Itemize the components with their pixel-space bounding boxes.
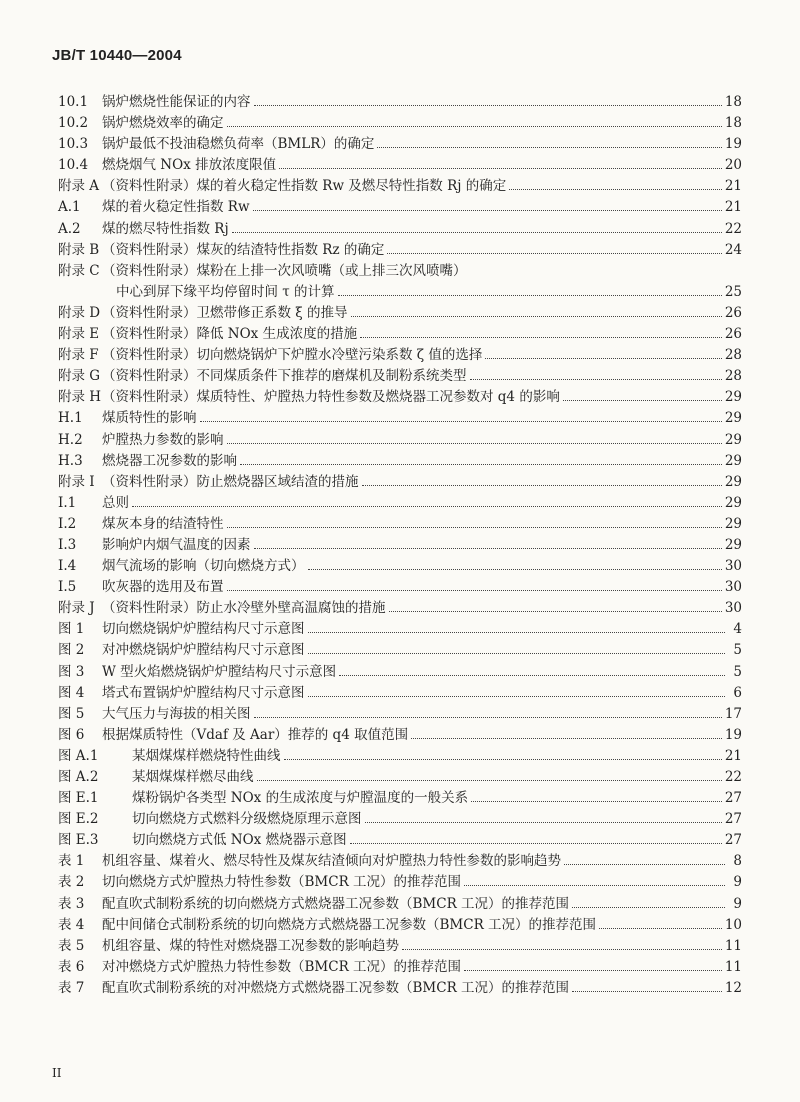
toc-entry-page: 29: [724, 431, 742, 448]
toc-entry-number: 表 7: [58, 979, 85, 996]
toc-entry[interactable]: [58, 746, 742, 767]
toc-entry-title: （资料性附录）防止水冷壁外壁高温腐蚀的措施: [102, 600, 386, 617]
toc-entry-page: 29: [724, 473, 742, 490]
toc-entry[interactable]: [58, 640, 742, 661]
toc-entry[interactable]: [58, 219, 742, 240]
toc-entry-number: 10.3: [58, 136, 89, 153]
toc-leader-dots: [365, 810, 722, 823]
toc-entry-page: 29: [724, 515, 742, 532]
toc-entry-title: 燃烧器工况参数的影响: [102, 452, 237, 469]
toc-entry-title: 锅炉燃烧效率的确定: [102, 115, 224, 132]
toc-entry-page: 30: [724, 558, 742, 575]
toc-entry[interactable]: [58, 176, 742, 197]
toc-entry-page: 18: [724, 94, 742, 110]
toc-entry-page: 30: [724, 579, 742, 596]
toc-entry-title: 对冲燃烧锅炉炉膛结构尺寸示意图: [102, 642, 305, 659]
toc-entry[interactable]: [58, 282, 742, 303]
toc-entry-page: 22: [724, 769, 742, 785]
toc-leader-dots: [411, 726, 722, 739]
toc-leader-dots: [257, 768, 722, 781]
toc-entry[interactable]: [58, 366, 742, 387]
toc-entry-title: （资料性附录）煤质特性、炉膛热力特性参数及燃烧器工况参数对 q4 的影响: [102, 389, 560, 406]
toc-leader-dots: [563, 388, 722, 401]
toc-leader-dots: [240, 451, 722, 464]
toc-entry-title: 烟气流场的影响（切向燃烧方式）: [102, 558, 305, 575]
toc-leader-dots: [308, 620, 726, 633]
toc-leader-dots: [254, 93, 722, 106]
toc-entry[interactable]: [58, 725, 742, 746]
toc-entry-page: 4: [733, 621, 742, 638]
toc-leader-dots: [308, 641, 726, 654]
toc-entry-number: 附录 E: [58, 326, 100, 343]
toc-entry-title: 切向燃烧锅炉炉膛结构尺寸示意图: [102, 621, 305, 638]
toc-leader-dots: [387, 241, 721, 254]
toc-entry-title: 根据煤质特性（Vdaf 及 Aar）推荐的 q4 取值范围: [102, 726, 409, 743]
toc-entry-title: 吹灰器的选用及布置: [102, 579, 224, 596]
toc-entry-number: 表 1: [58, 853, 85, 870]
toc-entry-title: 对冲燃烧方式炉膛热力特性参数（BMCR 工况）的推荐范围: [102, 958, 462, 975]
toc-entry-number: I.3: [58, 536, 77, 553]
toc-entry[interactable]: [58, 261, 742, 282]
toc-entry-number: 10.4: [58, 157, 89, 174]
toc-entry-number: 附录 F: [58, 347, 99, 364]
toc-entry[interactable]: [58, 451, 742, 472]
toc-leader-dots: [254, 536, 722, 549]
toc-entry[interactable]: [58, 894, 742, 915]
toc-entry[interactable]: [58, 809, 742, 830]
toc-entry-page: 29: [724, 389, 742, 406]
toc-entry[interactable]: [58, 430, 742, 451]
toc-entry-title: 切向燃烧方式燃料分级燃烧原理示意图: [132, 811, 362, 828]
toc-entry[interactable]: [58, 493, 742, 514]
table-of-contents: [58, 92, 742, 999]
toc-entry-title: （资料性附录）降低 NOx 生成浓度的措施: [102, 326, 358, 343]
toc-entry[interactable]: [58, 788, 742, 809]
toc-entry-page: 27: [724, 832, 742, 849]
toc-entry-page: 26: [724, 326, 742, 343]
toc-entry[interactable]: [58, 598, 742, 619]
toc-entry-page: 17: [724, 705, 742, 722]
toc-entry[interactable]: [58, 113, 742, 134]
toc-entry-title: （资料性附录）防止燃烧器区域结渣的措施: [102, 473, 359, 490]
toc-entry-page: 21: [724, 178, 742, 195]
toc-entry[interactable]: [58, 92, 742, 113]
toc-entry[interactable]: [58, 240, 742, 261]
toc-entry-number: 图 2: [58, 642, 85, 659]
toc-entry-number: 表 6: [58, 958, 85, 975]
toc-entry-number: H.1: [58, 410, 83, 427]
toc-entry-number: H.3: [58, 452, 83, 469]
toc-entry-page: 21: [724, 747, 742, 764]
toc-leader-dots: [572, 894, 725, 907]
toc-entry-title: 炉膛热力参数的影响: [102, 431, 224, 448]
toc-leader-dots: [253, 198, 722, 211]
toc-entry-page: 29: [724, 536, 742, 553]
toc-entry-number: 图 A.1: [58, 747, 99, 764]
toc-entry-page: 28: [724, 368, 742, 385]
toc-entry-page: 11: [724, 958, 742, 975]
toc-leader-dots: [338, 283, 722, 296]
toc-entry-title: （资料性附录）煤粉在上排一次风喷嘴（或上排三次风喷嘴）: [102, 262, 467, 279]
toc-entry-page: 21: [724, 199, 742, 216]
toc-entry[interactable]: [58, 936, 742, 957]
toc-entry-number: I.1: [58, 494, 77, 511]
toc-entry-title: （资料性附录）煤灰的结渣特性指数 Rz 的确定: [102, 241, 385, 258]
toc-entry[interactable]: [58, 851, 742, 872]
toc-entry-title: （资料性附录）不同煤质条件下推荐的磨煤机及制粉系统类型: [102, 368, 467, 385]
toc-entry-title: 机组容量、煤着火、燃尽特性及煤灰结渣倾向对炉膛热力特性参数的影响趋势: [102, 853, 561, 870]
toc-entry-number: A.1: [58, 199, 81, 216]
toc-leader-dots: [308, 557, 722, 570]
toc-entry-page: 28: [724, 347, 742, 364]
toc-entry[interactable]: [58, 197, 742, 218]
toc-entry[interactable]: [58, 134, 742, 155]
toc-entry-title: 某烟煤煤样燃尽曲线: [132, 769, 254, 785]
toc-entry-title: W 型火焰燃烧锅炉炉膛结构尺寸示意图: [102, 663, 337, 680]
toc-entry-number: 附录 I: [58, 473, 95, 490]
toc-entry-number: 附录 B: [58, 241, 100, 258]
toc-leader-dots: [254, 705, 722, 718]
toc-leader-dots: [464, 873, 725, 886]
toc-entry-number: 附录 H: [58, 389, 102, 406]
toc-entry[interactable]: [58, 535, 742, 556]
toc-leader-dots: [471, 789, 722, 802]
toc-entry[interactable]: [58, 155, 742, 176]
toc-entry-number: I.5: [58, 579, 77, 596]
toc-entry-page: 19: [724, 726, 742, 743]
toc-entry[interactable]: [58, 915, 742, 936]
toc-leader-dots: [308, 683, 726, 696]
toc-leader-dots: [350, 831, 722, 844]
toc-entry-number: 图 E.2: [58, 811, 99, 828]
toc-leader-dots: [599, 916, 722, 929]
toc-entry-page: 29: [724, 452, 742, 469]
toc-leader-dots: [284, 747, 722, 760]
toc-entry-title: 机组容量、煤的特性对燃烧器工况参数的影响趋势: [102, 937, 399, 954]
toc-leader-dots: [227, 114, 722, 127]
toc-entry-title: 切向燃烧方式低 NOx 燃烧器示意图: [132, 832, 347, 849]
toc-entry[interactable]: [58, 619, 742, 640]
toc-entry[interactable]: [58, 683, 742, 704]
toc-entry-number: 图 6: [58, 726, 85, 743]
toc-entry-title: （资料性附录）切向燃烧锅炉下炉膛水冷壁污染系数 ζ 值的选择: [102, 347, 483, 364]
toc-entry-number: 表 2: [58, 874, 85, 891]
toc-entry-page: 22: [724, 220, 742, 237]
toc-entry-number: 表 4: [58, 916, 85, 933]
toc-leader-dots: [362, 473, 722, 486]
toc-entry-page: 8: [733, 853, 742, 870]
toc-entry-number: 10.2: [58, 115, 89, 132]
toc-leader-dots: [351, 304, 722, 317]
toc-entry-page: 29: [724, 410, 742, 427]
toc-entry-title: （资料性附录）卫燃带修正系数 ξ 的推导: [102, 304, 348, 321]
toc-entry-number: I.4: [58, 558, 77, 575]
toc-entry-title: 煤灰本身的结渣特性: [102, 515, 224, 532]
toc-entry-page: 5: [733, 642, 742, 659]
toc-entry[interactable]: [58, 577, 742, 598]
toc-entry-page: 19: [724, 136, 742, 153]
standard-code-header: JB/T 10440—2004: [52, 47, 182, 64]
toc-leader-dots: [464, 958, 722, 971]
toc-entry-number: 表 5: [58, 937, 85, 954]
toc-entry-number: 图 3: [58, 663, 85, 680]
toc-leader-dots: [227, 578, 722, 591]
toc-entry-page: 5: [733, 663, 742, 680]
toc-entry-title: 影响炉内烟气温度的因素: [102, 536, 251, 553]
toc-leader-dots: [377, 135, 721, 148]
toc-leader-dots: [200, 409, 722, 422]
toc-entry-page: 9: [733, 895, 742, 912]
toc-entry-title: 中心到屏下缘平均停留时间 τ 的计算: [116, 283, 335, 300]
toc-entry-page: 11: [724, 937, 742, 954]
toc-entry-title: 配直吹式制粉系统的对冲燃烧方式燃烧器工况参数（BMCR 工况）的推荐范围: [102, 979, 570, 996]
toc-entry-title: 煤的着火稳定性指数 Rw: [102, 199, 250, 216]
toc-leader-dots: [485, 346, 721, 359]
toc-entry-page: 27: [724, 811, 742, 828]
toc-entry-number: 图 E.1: [58, 790, 99, 807]
toc-entry-number: 图 E.3: [58, 832, 99, 849]
toc-entry-page: 29: [724, 494, 742, 511]
toc-entry-page: 30: [724, 600, 742, 617]
toc-entry-number: 附录 C: [58, 262, 100, 279]
toc-entry-page: 10: [724, 916, 742, 933]
toc-entry-title: 切向燃烧方式炉膛热力特性参数（BMCR 工况）的推荐范围: [102, 874, 462, 891]
toc-entry[interactable]: [58, 662, 742, 683]
toc-leader-dots: [279, 156, 722, 169]
toc-entry-page: 9: [733, 874, 742, 891]
toc-entry[interactable]: [58, 387, 742, 408]
toc-entry[interactable]: [58, 514, 742, 535]
toc-entry-number: H.2: [58, 431, 83, 448]
toc-entry[interactable]: [58, 324, 742, 345]
toc-leader-dots: [389, 599, 722, 612]
toc-entry[interactable]: [58, 303, 742, 324]
toc-entry-page: 20: [724, 157, 742, 174]
toc-entry-title: 大气压力与海拔的相关图: [102, 705, 251, 722]
toc-entry-number: I.2: [58, 515, 77, 532]
toc-leader-dots: [360, 325, 722, 338]
toc-entry-title: （资料性附录）煤的着火稳定性指数 Rw 及燃尽特性指数 Rj 的确定: [102, 178, 507, 195]
toc-leader-dots: [402, 937, 722, 950]
toc-entry-number: 表 3: [58, 895, 85, 912]
toc-entry[interactable]: [58, 978, 742, 999]
toc-entry-number: 图 A.2: [58, 769, 99, 785]
toc-entry-page: 6: [733, 684, 742, 701]
toc-entry-number: A.2: [58, 220, 81, 237]
toc-entry-page: 26: [724, 304, 742, 321]
toc-entry-title: 煤的燃尽特性指数 Rj: [102, 220, 229, 237]
toc-entry[interactable]: [58, 472, 742, 493]
toc-leader-dots: [227, 430, 722, 443]
toc-entry[interactable]: [58, 345, 742, 366]
toc-entry-title: 锅炉最低不投油稳燃负荷率（BMLR）的确定: [102, 136, 375, 153]
toc-entry-title: 塔式布置锅炉炉膛结构尺寸示意图: [102, 684, 305, 701]
toc-leader-dots: [564, 852, 725, 865]
toc-entry-title: 锅炉燃烧性能保证的内容: [102, 94, 251, 110]
toc-entry[interactable]: [58, 957, 742, 978]
toc-entry-page: 12: [724, 979, 742, 996]
toc-leader-dots: [232, 219, 722, 232]
toc-entry[interactable]: [58, 830, 742, 851]
toc-entry-page: 24: [724, 241, 742, 258]
toc-entry[interactable]: [58, 767, 742, 788]
toc-entry[interactable]: [58, 704, 742, 725]
toc-entry-title: 总则: [102, 494, 129, 511]
toc-leader-dots: [470, 367, 722, 380]
toc-entry-page: 25: [724, 283, 742, 300]
toc-entry-number: 附录 J: [58, 600, 95, 617]
toc-entry-number: 10.1: [58, 94, 89, 110]
page-number: II: [52, 1066, 62, 1080]
toc-entry-number: 附录 G: [58, 368, 101, 385]
toc-leader-dots: [132, 494, 722, 507]
toc-leader-dots: [509, 177, 722, 190]
toc-entry-number: 附录 D: [58, 304, 101, 321]
toc-entry-title: 燃烧烟气 NOx 排放浓度限值: [102, 157, 277, 174]
toc-entry-number: 图 4: [58, 684, 85, 701]
toc-entry-page: 18: [724, 115, 742, 132]
toc-entry-number: 图 5: [58, 705, 85, 722]
toc-entry-title: 配直吹式制粉系统的切向燃烧方式燃烧器工况参数（BMCR 工况）的推荐范围: [102, 895, 570, 912]
toc-entry[interactable]: [58, 556, 742, 577]
toc-leader-dots: [227, 515, 722, 528]
toc-leader-dots: [339, 662, 725, 675]
toc-entry-number: 附录 A: [58, 178, 100, 195]
toc-entry-title: 煤粉锅炉各类型 NOx 的生成浓度与炉膛温度的一般关系: [132, 790, 469, 807]
toc-entry-title: 煤质特性的影响: [102, 410, 197, 427]
toc-entry-page: 27: [724, 790, 742, 807]
toc-entry[interactable]: [58, 408, 742, 429]
toc-entry-title: 某烟煤煤样燃烧特性曲线: [132, 747, 281, 764]
toc-leader-dots: [572, 979, 722, 992]
toc-entry-title: 配中间储仓式制粉系统的切向燃烧方式燃烧器工况参数（BMCR 工况）的推荐范围: [102, 916, 597, 933]
toc-entry-number: 图 1: [58, 621, 85, 638]
toc-entry[interactable]: [58, 872, 742, 893]
